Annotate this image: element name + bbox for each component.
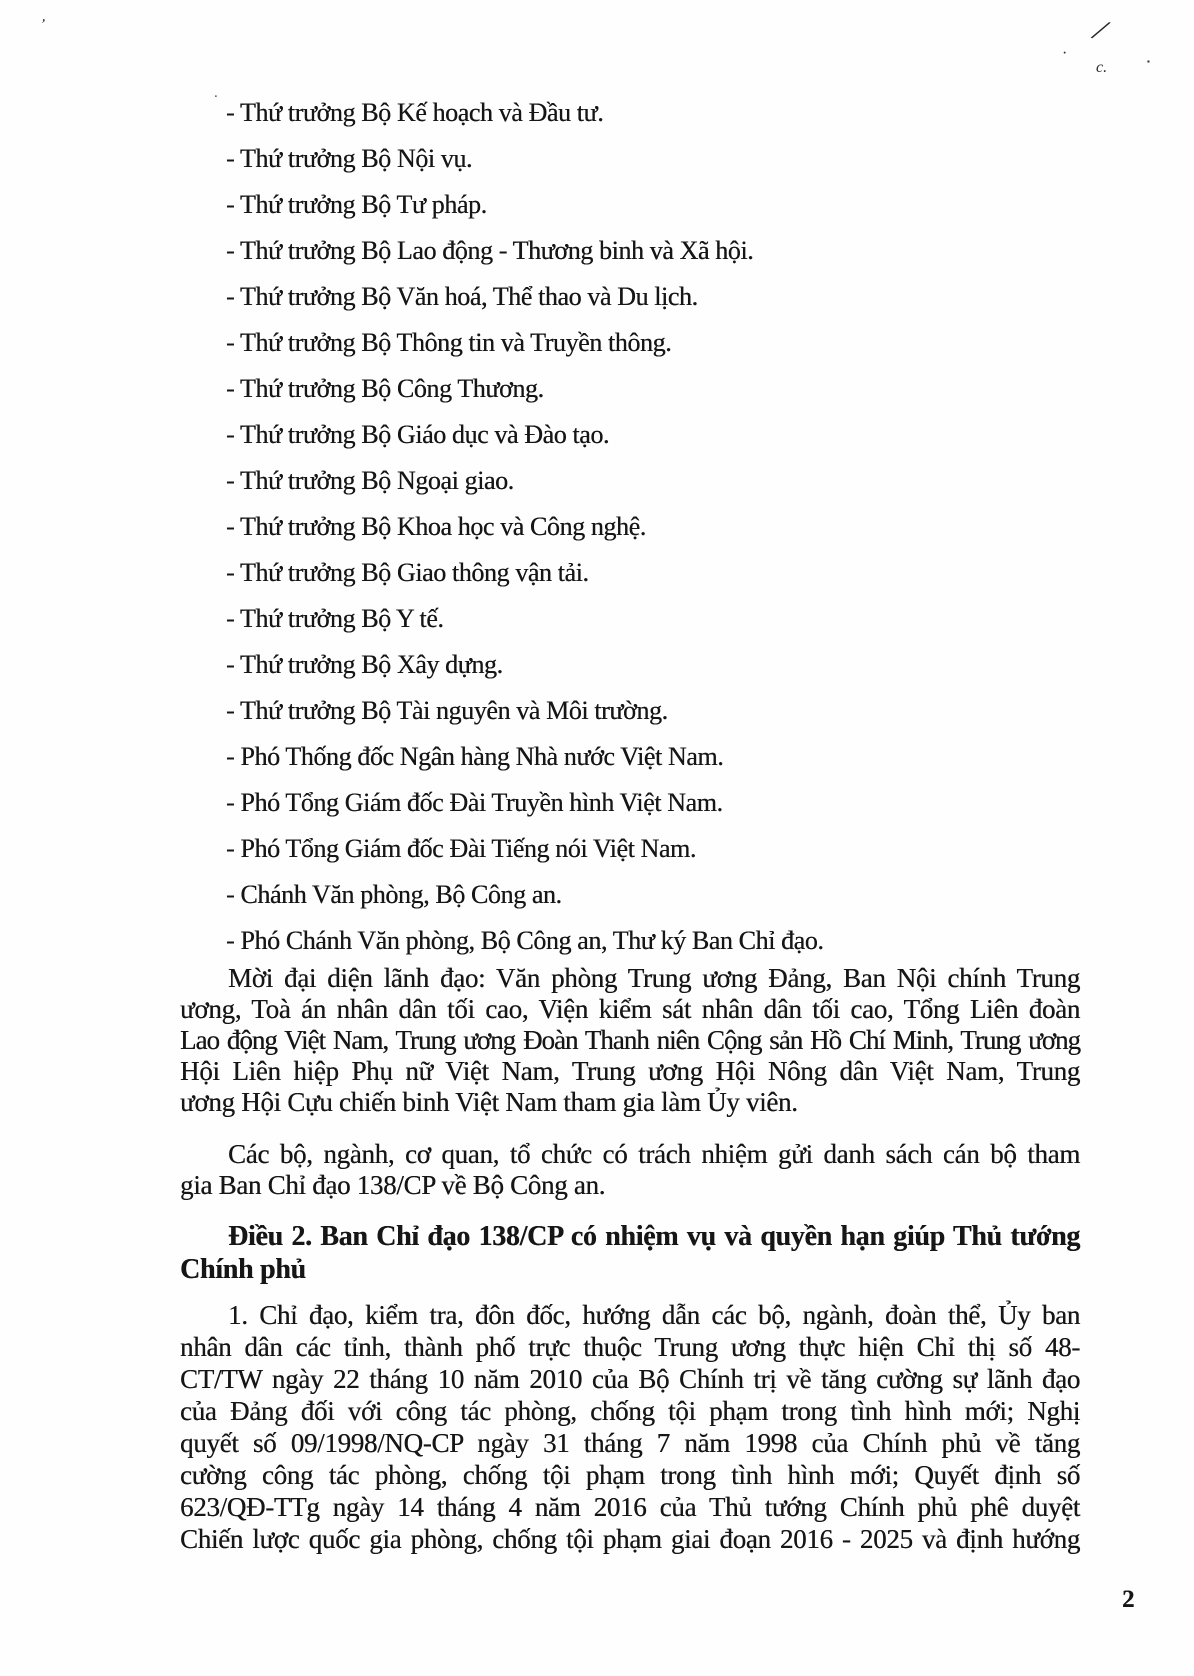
list-item: - Thứ trưởng Bộ Thông tin và Truyền thông.	[226, 328, 672, 357]
list-item: - Thứ trưởng Bộ Công Thương.	[226, 374, 544, 403]
page-number: 2	[1122, 1586, 1135, 1613]
list-item: - Phó Tổng Giám đốc Đài Tiếng nói Việt Nam.	[226, 834, 696, 863]
text-line: ương Hội Cựu chiến binh Việt Nam tham gia làm Ủy viên.	[180, 1087, 798, 1117]
list-item: - Thứ trưởng Bộ Tư pháp.	[226, 190, 487, 219]
heading-line: Điều 2. Ban Chỉ đạo 138/CP có nhiệm vụ và quyền hạn giúp Thủ tướng	[228, 1221, 1080, 1252]
list-item: - Phó Thống đốc Ngân hàng Nhà nước Việt Nam.	[226, 742, 724, 771]
article-2-heading	[180, 1220, 1080, 1286]
heading-line: Chính phủ	[180, 1254, 306, 1285]
text-line: Các bộ, ngành, cơ quan, tổ chức có trách nhiệm gửi danh sách cán bộ tham	[228, 1139, 1080, 1169]
text-line: Hội Liên hiệp Phụ nữ Việt Nam, Trung ương Hội Nông dân Việt Nam, Trung	[180, 1056, 1080, 1086]
text-line: Chiến lược quốc gia phòng, chống tội phạm giai đoạn 2016 - 2025 và định hướng	[180, 1524, 1080, 1554]
duties-paragraph	[180, 1299, 1080, 1555]
list-item: - Thứ trưởng Bộ Xây dựng.	[226, 650, 503, 679]
notice-paragraph	[180, 1139, 1080, 1201]
list-item: - Chánh Văn phòng, Bộ Công an.	[226, 880, 562, 909]
committee-member-list	[180, 90, 1080, 964]
text-line: 1. Chỉ đạo, kiểm tra, đôn đốc, hướng dẫn các bộ, ngành, đoàn thể, Ủy ban	[228, 1300, 1080, 1330]
invite-paragraph	[180, 963, 1080, 1118]
list-item: - Thứ trưởng Bộ Giáo dục và Đào tạo.	[226, 420, 610, 449]
ink-speck-icon: .	[214, 85, 218, 101]
list-item: - Thứ trưởng Bộ Y tế.	[226, 604, 444, 633]
text-line: Lao động Việt Nam, Trung ương Đoàn Thanh niên Cộng sản Hồ Chí Minh, Trung ương	[180, 1025, 1080, 1055]
text-line: gia Ban Chỉ đạo 138/CP về Bộ Công an.	[180, 1170, 606, 1200]
ink-speck-icon: ∕	[1094, 13, 1108, 48]
text-line: 623/QĐ-TTg ngày 14 tháng 4 năm 2016 của Thủ tướng Chính phủ phê duyệt	[180, 1492, 1080, 1522]
list-item: - Thứ trưởng Bộ Ngoại giao.	[226, 466, 514, 495]
text-line: nhân dân các tỉnh, thành phố trực thuộc Trung ương thực hiện Chỉ thị số 48-	[180, 1332, 1080, 1362]
list-item: - Thứ trưởng Bộ Khoa học và Công nghệ.	[226, 512, 646, 541]
text-line: quyết số 09/1998/NQ-CP ngày 31 tháng 7 năm 1998 của Chính phủ về tăng	[180, 1428, 1080, 1458]
ink-speck-icon: c.	[1096, 59, 1108, 76]
list-item: - Phó Tổng Giám đốc Đài Truyền hình Việt Nam.	[226, 788, 723, 817]
list-item: - Thứ trưởng Bộ Lao động - Thương binh và Xã hội.	[226, 236, 754, 265]
text-line: Mời đại diện lãnh đạo: Văn phòng Trung ương Đảng, Ban Nội chính Trung	[228, 963, 1080, 993]
list-item: - Thứ trưởng Bộ Văn hoá, Thể thao và Du lịch.	[226, 282, 698, 311]
text-line: của Đảng đối với công tác phòng, chống tội phạm trong tình hình mới; Nghị	[180, 1396, 1080, 1426]
ink-speck-icon: ▪	[1147, 57, 1150, 66]
text-line: CT/TW ngày 22 tháng 10 năm 2010 của Bộ Chính trị về tăng cường sự lãnh đạo	[180, 1364, 1080, 1394]
list-item: - Thứ trưởng Bộ Giao thông vận tải.	[226, 558, 589, 587]
list-item: - Thứ trưởng Bộ Kế hoạch và Đầu tư.	[226, 98, 604, 127]
list-item: - Thứ trưởng Bộ Nội vụ.	[226, 144, 473, 173]
ink-speck-icon: ʼ	[38, 16, 47, 34]
ink-speck-icon: ·	[1062, 45, 1068, 62]
list-item: - Phó Chánh Văn phòng, Bộ Công an, Thư ký Ban Chỉ đạo.	[226, 926, 824, 955]
text-line: cường công tác phòng, chống tội phạm trong tình hình mới; Quyết định số	[180, 1460, 1080, 1490]
list-item: - Thứ trưởng Bộ Tài nguyên và Môi trường.	[226, 696, 668, 725]
text-line: ương, Toà án nhân dân tối cao, Viện kiểm sát nhân dân tối cao, Tổng Liên đoàn	[180, 994, 1080, 1024]
